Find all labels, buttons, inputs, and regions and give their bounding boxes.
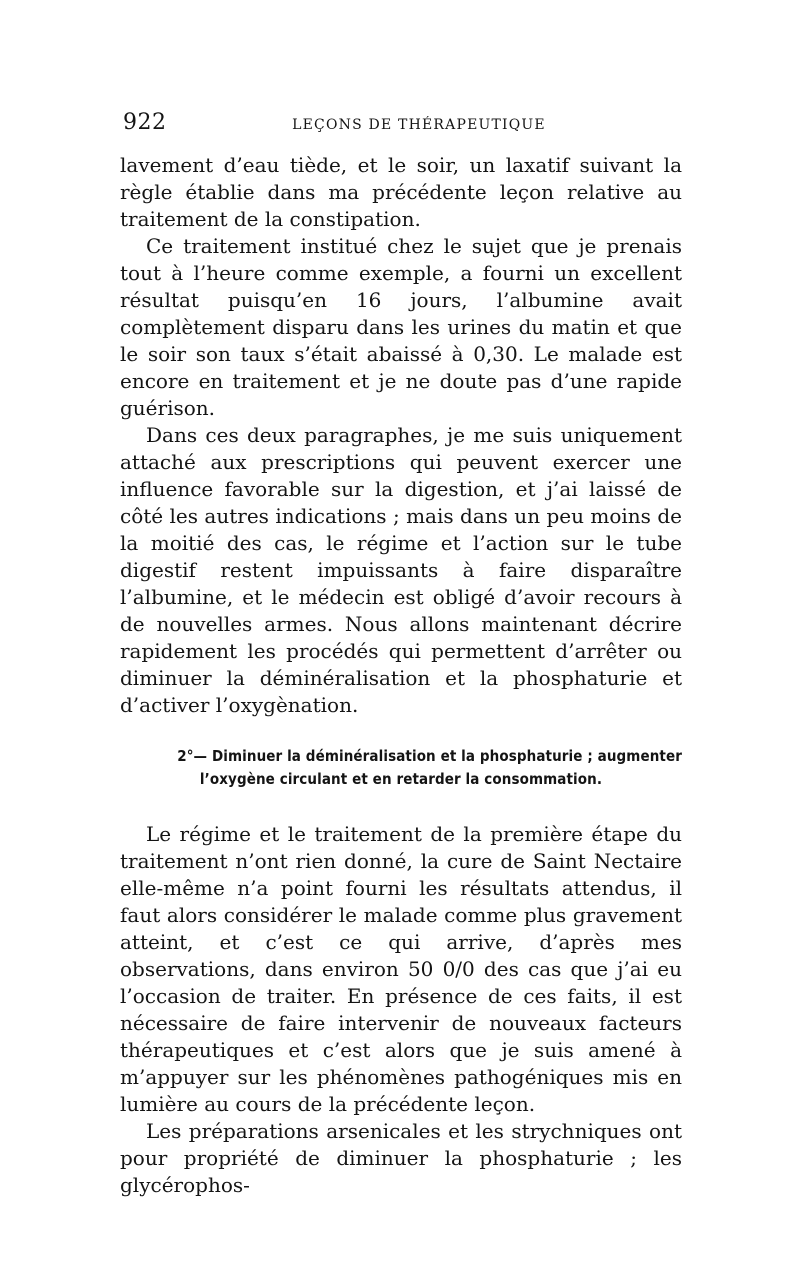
section-heading-line: l’oxygène circulant et en retarder la consommation. bbox=[199, 770, 603, 788]
paragraph: Dans ces deux paragraphes, je me suis uniquement attaché aux prescriptions qui peuvent exercer une influence favorable sur la digestion, et j’ai laissé de côté les autres indications ; mais dans un peu moins de la moitié des cas, le régime et l’action sur le tube digestif restent impuissants à faire disparaître l’albumine, et le médecin est obligé d’avoir recours à de nouvelles armes. Nous allons maintenant décrire rapidement les procédés qui permettent d’arrêter ou diminuer la déminéralisation et la phosphaturie et d’activer l’oxygènation. bbox=[120, 423, 682, 717]
paragraph: Ce traitement institué chez le sujet que je prenais tout à l’heure comme exemple, a fourni un excellent résultat puisqu’en 16 jours, l’albumine avait complètement disparu dans les urines du matin et que le soir son taux s’était abaissé à 0,30. Le malade est encore en traitement et je ne doute pas d’une rapide guérison. bbox=[120, 234, 682, 420]
section-heading bbox=[120, 745, 682, 791]
page-number: 922 bbox=[123, 110, 167, 135]
paragraph: Le régime et le traitement de la première étape du traitement n’ont rien donné, la cure de Saint Nectaire elle-même n’a point fourni les résultats attendus, il faut alors considérer le malade comme plus gravement atteint, et c’est ce qui arrive, d’après mes observations, dans environ 50 0/0 des cas que j’ai eu l’occasion de traiter. En présence de ces faits, il est nécessaire de faire intervenir de nouveaux facteurs thérapeutiques et c’est alors que je suis amené à m’appuyer sur les phénomènes pathogéniques mis en lumière au cours de la précédente leçon. bbox=[120, 822, 682, 1116]
section-heading-line: 2°— Diminuer la déminéralisation et la phosphaturie ; augmenter bbox=[177, 747, 682, 765]
running-title: LEÇONS DE THÉRAPEUTIQUE bbox=[292, 117, 546, 133]
book-page bbox=[120, 108, 682, 1199]
paragraph-continued: lavement d’eau tiède, et le soir, un laxatif suivant la règle établie dans ma précédente leçon relative au traitement de la constipation. bbox=[120, 153, 682, 231]
running-head bbox=[120, 108, 682, 138]
paragraph-continues: Les préparations arsenicales et les strychniques ont pour propriété de diminuer la phosphaturie ; les glycérophos- bbox=[120, 1119, 682, 1197]
